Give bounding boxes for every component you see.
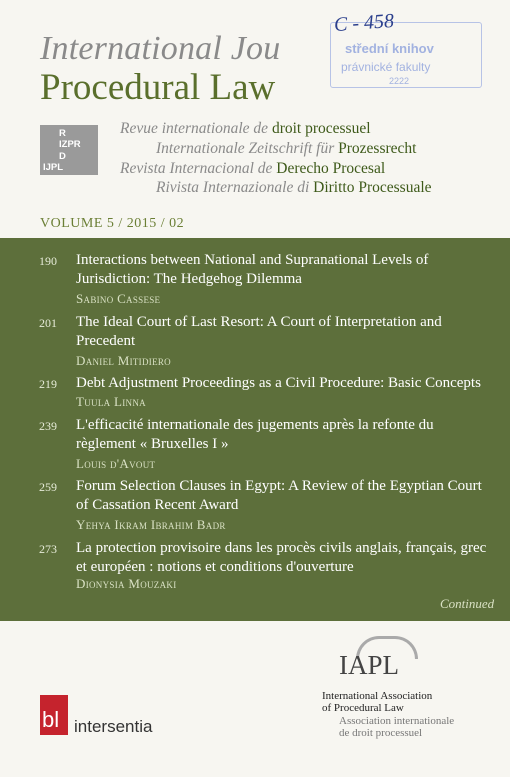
toc-article-title: La protection provisoire dans les procès civils anglais, français, grec et européen : notions et conditions d'ouverture (76, 540, 487, 575)
iapl-name-fr-line2: de droit processuel (339, 727, 423, 739)
toc-article-author: Dionysia Mouzaki (76, 576, 177, 591)
subtitle-german-prefix: Internationale Zeitschrift für (156, 140, 339, 157)
iapl-name-fr-line1: Association internationale (339, 715, 455, 727)
subtitle-italian-prefix: Rivista Internazionale di (156, 179, 314, 196)
iapl-acronym: IAPL (339, 650, 399, 680)
subtitle-french (120, 120, 371, 138)
subtitle-french-highlight: droit processuel (271, 120, 371, 137)
subtitle-spanish-highlight: Derecho Procesal (276, 160, 386, 177)
publisher-logo-glyph: bl (42, 707, 60, 732)
toc-page-number: 273 (39, 542, 57, 556)
journal-logo (40, 125, 98, 175)
subtitle-french-prefix: Revue internationale de (120, 120, 272, 137)
stamp-text-line1: střední knihov (345, 41, 434, 56)
toc-page-number: 219 (39, 377, 57, 391)
subtitle-spanish (120, 160, 385, 178)
toc-article-author: Daniel Mitidiero (76, 353, 171, 368)
subtitle-italian (156, 179, 432, 197)
stamp-text-line2: právnické fakulty (341, 60, 431, 74)
subtitle-spanish-prefix: Revista Internacional de (120, 160, 277, 177)
toc-article-author: Sabino Cassese (76, 291, 161, 306)
journal-title-line2: Procedural Law (40, 67, 276, 108)
toc-page-number: 259 (39, 480, 57, 494)
toc-article-title: Interactions between National and Supranational Levels of Jurisdiction: The Hedgehog Dilemma (76, 252, 429, 287)
logo-letter-d: D (59, 151, 66, 162)
toc-article-title: Forum Selection Clauses in Egypt: A Review of the Egyptian Court of Cassation Recent Award (76, 478, 482, 513)
continued-label: Continued (440, 596, 495, 611)
toc-page-number: 190 (39, 254, 57, 268)
toc-article-title: L'efficacité internationale des jugements après la refonte du règlement « Bruxelles I » (76, 417, 434, 452)
subtitle-italian-highlight: Diritto Processuale (313, 179, 432, 196)
handwritten-call-number: C - 458 (333, 9, 395, 37)
journal-title-line1: International Jou (40, 30, 281, 67)
toc-article-author: Yehya Ikram Ibrahim Badr (76, 517, 226, 532)
iapl-name-en-line1: International Association (322, 690, 433, 702)
logo-izpr: IZPR (59, 139, 81, 150)
iapl-name-en-line2: of Procedural Law (322, 702, 404, 714)
logo-letter-r: R (59, 128, 66, 139)
toc-article-author: Louis d'Avout (76, 456, 156, 471)
toc-article-title: Debt Adjustment Proceedings as a Civil Procedure: Basic Concepts (76, 375, 481, 391)
toc-page-number: 201 (39, 316, 57, 330)
toc-article-author: Tuula Linna (76, 394, 146, 409)
toc-article-title: The Ideal Court of Last Resort: A Court of Interpretation and Precedent (76, 314, 442, 349)
volume-issue-line: VOLUME 5 / 2015 / 02 (40, 216, 185, 231)
stamp-text-line3: 2222 (389, 76, 410, 86)
table-of-contents (0, 238, 510, 621)
toc-page-number: 239 (39, 419, 57, 433)
subtitle-german-highlight: Prozessrecht (338, 140, 417, 157)
subtitle-german (156, 140, 416, 158)
publisher-name: intersentia (74, 717, 153, 736)
logo-ijpl: IJPL (43, 162, 64, 173)
